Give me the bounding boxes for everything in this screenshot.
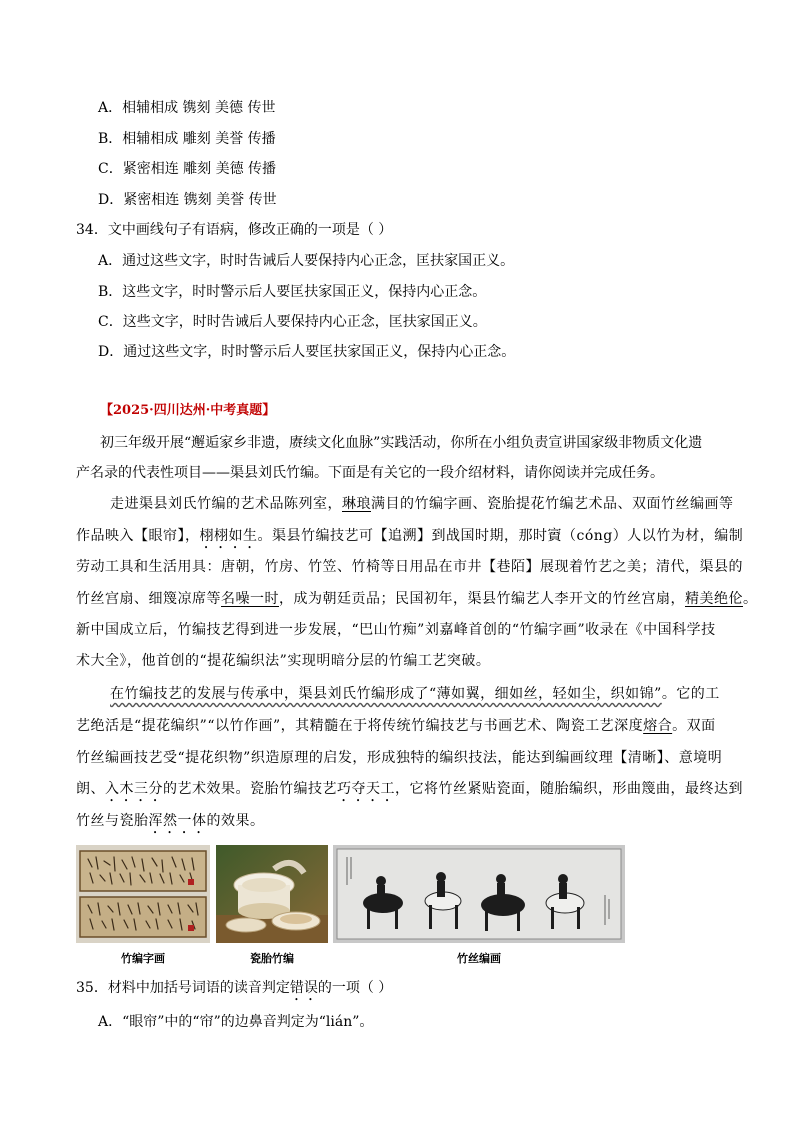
dotted-word: 浑然一体 — [148, 813, 207, 829]
underlined-word: 精美绝伦 — [685, 591, 743, 607]
caption-bamboo-silk-painting: 竹丝编画 — [457, 953, 501, 965]
passage-line-7: 在竹编技艺的发展与传承中，渠县刘氏竹编形成了“薄如翼，细如丝，轻如尘，织如锦”。它的工 — [110, 686, 720, 702]
q35-stem: 35．材料中加括号词语的读音判定错误的一项（ ） — [76, 980, 393, 996]
dotted-word: 入木三分 — [105, 781, 163, 797]
figure-porcelain-bamboo — [216, 845, 328, 943]
q33-option-a: A．相辅相成 镌刻 美德 传世 — [98, 100, 276, 116]
underlined-word: 熔合 — [643, 718, 673, 734]
passage-line-10: 朗、入木三分的艺术效果。瓷胎竹编技艺巧夺天工，它将竹丝紧贴瓷面，随胎编织，形曲篾曲，最终达到 — [76, 781, 743, 797]
q34-stem: 34．文中画线句子有语病，修改正确的一项是（ ） — [76, 222, 393, 238]
passage-line-8: 艺绝活是“提花编织”“以竹作画”，其精髓在于将传统竹编技艺与书画艺术、陶瓷工艺深度熔合。双面 — [76, 718, 716, 734]
passage-line-6: 术大全》，他首创的“提花编织法”实现明暗分层的竹编工艺突破。 — [76, 653, 491, 669]
figure-bamboo-silk-painting — [333, 845, 625, 943]
intro-line-2: 产名录的代表性项目——渠县刘氏竹编。下面是有关它的一段介绍材料，请你阅读并完成任务。 — [76, 465, 664, 481]
q34-option-a: A．通过这些文字，时时告诫后人要保持内心正念，匡扶家国正义。 — [98, 253, 515, 269]
dotted-word: 栩栩如生 — [199, 528, 258, 544]
q33-option-d: D．紧密相连 镌刻 美誉 传世 — [98, 192, 277, 208]
underlined-word: 名噪一时 — [221, 591, 279, 607]
passage-line-4: 竹丝宫扇、细篾凉席等名噪一时，成为朝廷贡品；民国初年，渠县竹编艺人李开文的竹丝宫扇，精美绝伦。 — [76, 591, 758, 607]
caption-bamboo-calligraphy: 竹编字画 — [121, 953, 165, 965]
source-tag: 【2025·四川达州·中考真题】 — [100, 403, 276, 418]
passage-line-2: 作品映入【眼帘】，栩栩如生。渠县竹编技艺可【追溯】到战国时期，那时賨（cóng）人以竹为材，编制 — [76, 528, 744, 544]
passage-line-11: 竹丝与瓷胎浑然一体的效果。 — [76, 813, 265, 829]
q35-option-a: A．“眼帘”中的“帘”的边鼻音判定为“lián”。 — [98, 1014, 374, 1030]
caption-porcelain-bamboo: 瓷胎竹编 — [250, 953, 294, 965]
q34-option-b: B．这些文字，时时警示后人要匡扶家国正义，保持内心正念。 — [98, 284, 487, 300]
passage-line-5: 新中国成立后，竹编技艺得到进一步发展，“巴山竹痴”刘嘉峰首创的“竹编字画”收录在《中国科学技 — [76, 622, 716, 638]
q34-option-d: D．通过这些文字，时时警示后人要匡扶家国正义，保持内心正念。 — [98, 344, 516, 360]
emphasized-word: 错误 — [289, 980, 318, 996]
intro-line-1: 初三年级开展“邂逅家乡非遗，赓续文化血脉”实践活动，你所在小组负责宣讲国家级非物质文化遗 — [100, 435, 703, 451]
dotted-word: 巧夺天工 — [337, 781, 395, 797]
underlined-word: 琳琅 — [342, 496, 371, 512]
passage-line-1: 走进渠县刘氏竹编的艺术品陈列室，琳琅满目的竹编字画、瓷胎提花竹编艺术品、双面竹丝编画等 — [110, 496, 734, 512]
wavy-underlined-sentence: 在竹编技艺的发展与传承中，渠县刘氏竹编形成了“薄如翼，细如丝，轻如尘，织如锦” — [110, 686, 662, 702]
q33-option-c: C．紧密相连 雕刻 美德 传播 — [98, 161, 277, 177]
passage-line-3: 劳动工具和生活用具：唐朝，竹房、竹笠、竹椅等日用品在市井【巷陌】展现着竹艺之美；清代，渠县的 — [76, 559, 743, 575]
q34-option-c: C．这些文字，时时告诫后人要保持内心正念，匡扶家国正义。 — [98, 314, 487, 330]
passage-line-9: 竹丝编画技艺受“提花织物”织造原理的启发，形成独特的编织技法，能达到编画纹理【清晰】、意境明 — [76, 750, 723, 766]
q33-option-b: B．相辅相成 雕刻 美誉 传播 — [98, 131, 276, 147]
figure-bamboo-calligraphy — [76, 845, 210, 943]
